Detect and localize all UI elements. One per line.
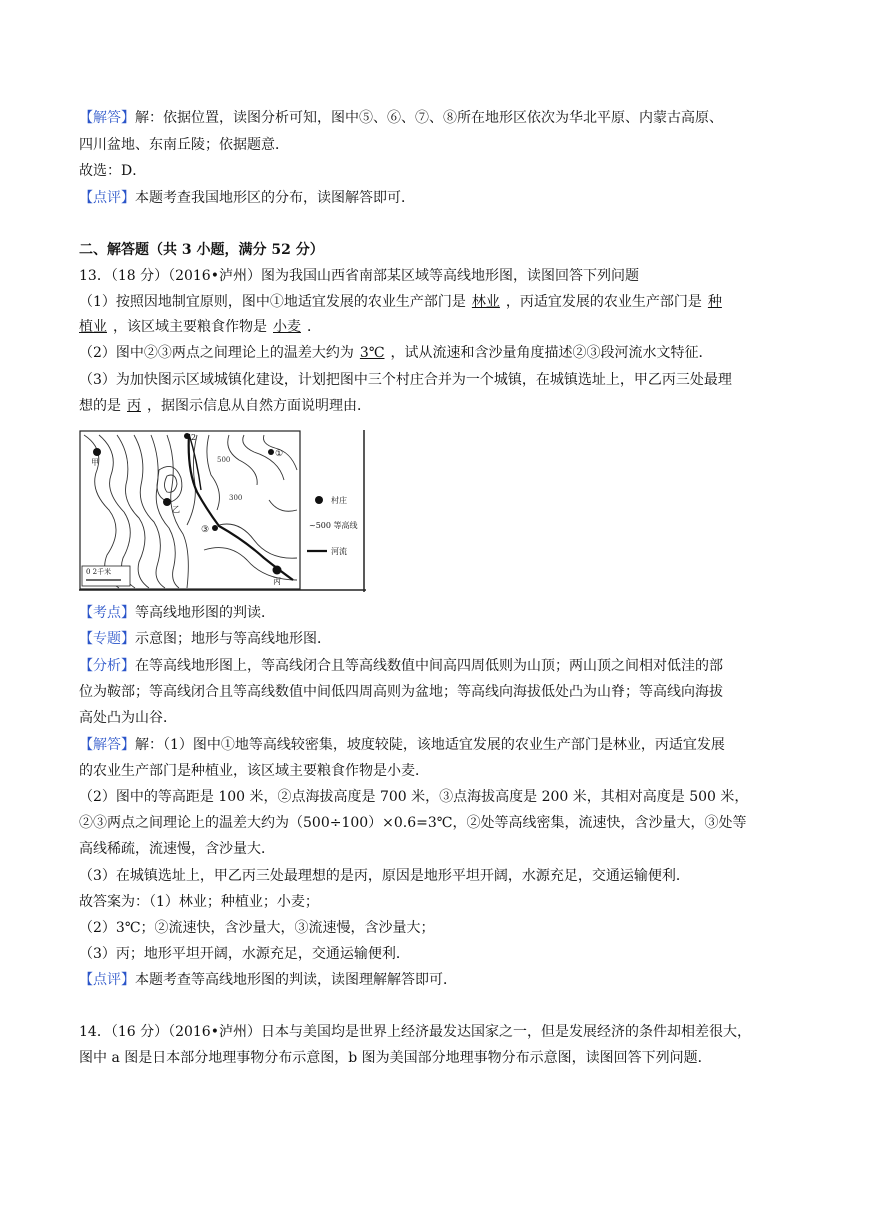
blank-answer: 小麦 [273, 319, 301, 335]
q13-jieda-line4: ②③两点之间理论上的温差大约为（500÷100）×0.6=3℃，②处等高线密集，流速快，含沙量大，③处等 [79, 815, 747, 831]
q13-jieda-line3: （2）图中的等高距是 100 米，②点海拔高度是 700 米，③点海拔高度是 200 米，其相对高度是 500 米， [79, 789, 749, 805]
point-label: ③ [201, 525, 210, 535]
prev-choice: 故选：D． [79, 163, 147, 179]
q13-answer-line2: （2）3℃；②流速快，含沙量大，③流速慢，含沙量大； [79, 920, 435, 936]
contour-value: 500 [217, 456, 231, 464]
contour-line [204, 548, 297, 580]
village-label: 甲 [91, 458, 99, 467]
scale-label: 0 2千米 [86, 568, 112, 576]
q13-fenxi-line3: 高处凸为山谷． [79, 710, 177, 726]
point-marker [184, 433, 190, 439]
contour-line [84, 435, 119, 588]
map-frame [80, 431, 300, 589]
q13-answer-line3: （3）丙；地形平坦开阔，水源充足，交通运输便利． [79, 946, 410, 962]
blank-answer: 丙 [127, 398, 141, 414]
q13-part1-line1: （1）按照因地制宜原则，图中①地适宜发展的农业生产部门是 林业 ，丙适宜发展的农业生产部门是 种 [79, 292, 728, 312]
q14-stem-line2: 图中 a 图是日本部分地理事物分布示意图，b 图为美国部分地理事物分布示意图，读图回答下列问题． [79, 1050, 712, 1066]
review-tag: 【点评】 [79, 972, 135, 988]
legend-village-icon [315, 496, 323, 504]
q13-zhuanti: 【专题】示意图；地形与等高线地形图． [79, 631, 331, 647]
prev-review: 【点评】本题考查我国地形区的分布，读图解答即可． [79, 190, 415, 206]
blank-answer: 3℃ [359, 345, 385, 361]
legend-contour-label: ~500 等高线 [309, 521, 358, 530]
point-marker [212, 525, 218, 531]
q13-part3-line1: （3）为加快图示区域城镇化建设，计划把图中三个村庄合并为一个城镇，在城镇选址上，甲乙丙三处最理 [79, 372, 732, 388]
contour-line [269, 500, 297, 511]
village-label: 乙 [172, 505, 180, 514]
fenxi-tag: 【分析】 [79, 658, 135, 674]
review-tag: 【点评】 [79, 190, 135, 206]
contour-line [207, 435, 220, 510]
contour-line [228, 435, 257, 485]
contour-map [79, 430, 366, 592]
village-marker [273, 566, 282, 575]
village-label: 丙 [273, 577, 281, 586]
blank-answer: 植业 [79, 319, 107, 335]
kaodian-tag: 【考点】 [79, 605, 135, 621]
q13-part3-line2: 想的是 丙 ，据图示信息从自然方面说明理由． [79, 398, 371, 414]
blank-answer: 林业 [471, 294, 500, 310]
prev-answer-line2: 四川盆地、东南丘陵；依据题意． [79, 137, 289, 153]
q13-fenxi-line2: 位为鞍部；等高线闭合且等高线数值中间低四周高则为盆地；等高线向海拔低处凸为山脊；等高线向海拔 [79, 684, 723, 700]
contour-value: 300 [229, 494, 243, 502]
contour-line [157, 466, 182, 502]
jieda-tag: 【解答】 [79, 737, 135, 753]
q13-jieda-line2: 的农业生产部门是种植业，该区域主要粮食作物是小麦． [79, 763, 429, 779]
legend-river-label: 河流 [331, 547, 347, 556]
q13-fenxi-line1: 【分析】在等高线地形图上，等高线闭合且等高线数值中间高四周低则为山顶；两山顶之间相对低洼的部 [79, 658, 723, 674]
contour-line [165, 475, 178, 492]
village-marker [93, 448, 101, 456]
q13-kaodian: 【考点】等高线地形图的判读． [79, 605, 275, 621]
point-marker [268, 449, 274, 455]
answer-tag: 【解答】 [79, 110, 135, 126]
q13-part1-line2: 植业 ，该区域主要粮食作物是 小麦 ． [79, 319, 321, 335]
q14-stem-line1: 14．（16 分）（2016•泸州）日本与美国均是世界上经济最发达国家之一，但是发展经济的条件却相差很大， [79, 1024, 751, 1040]
point-label: 2 [191, 433, 197, 442]
point-label: ① [275, 449, 284, 459]
q13-answer-line1: 故答案为：（1）林业；种植业；小麦； [79, 894, 319, 910]
q13-stem: 13．（18 分）（2016•泸州）图为我国山西省南部某区域等高线地形图，读图回答下列问题 [79, 268, 639, 284]
q13-jieda-line6: （3）在城镇选址上，甲乙丙三处最理想的是丙，原因是地形平坦开阔，水源充足，交通运输便利． [79, 868, 690, 884]
q13-jieda-line5: 高线稀疏，流速慢，含沙量大． [79, 841, 275, 857]
prev-answer-line1: 【解答】解：依据位置，读图分析可知，图中⑤、⑥、⑦、⑧所在地形区依次为华北平原、内蒙古高原、 [79, 110, 723, 126]
section-heading: 二、解答题（共 3 小题，满分 52 分） [79, 242, 324, 258]
legend-village-label: 村庄 [331, 496, 347, 505]
q13-part2: （2）图中②③两点之间理论上的温差大约为 3℃ ，试从流速和含沙量角度描述②③段河流水文特征． [79, 345, 713, 361]
village-marker [163, 498, 171, 506]
zhuanti-tag: 【专题】 [79, 631, 135, 647]
q13-jieda-line1: 【解答】解：（1）图中①地等高线较密集，坡度较陡，该地适宜发展的农业生产部门是林业，丙适宜发展 [79, 737, 725, 753]
blank-answer: 种 [707, 294, 722, 310]
q13-review: 【点评】本题考查等高线地形图的判读，读图理解解答即可． [79, 972, 457, 988]
